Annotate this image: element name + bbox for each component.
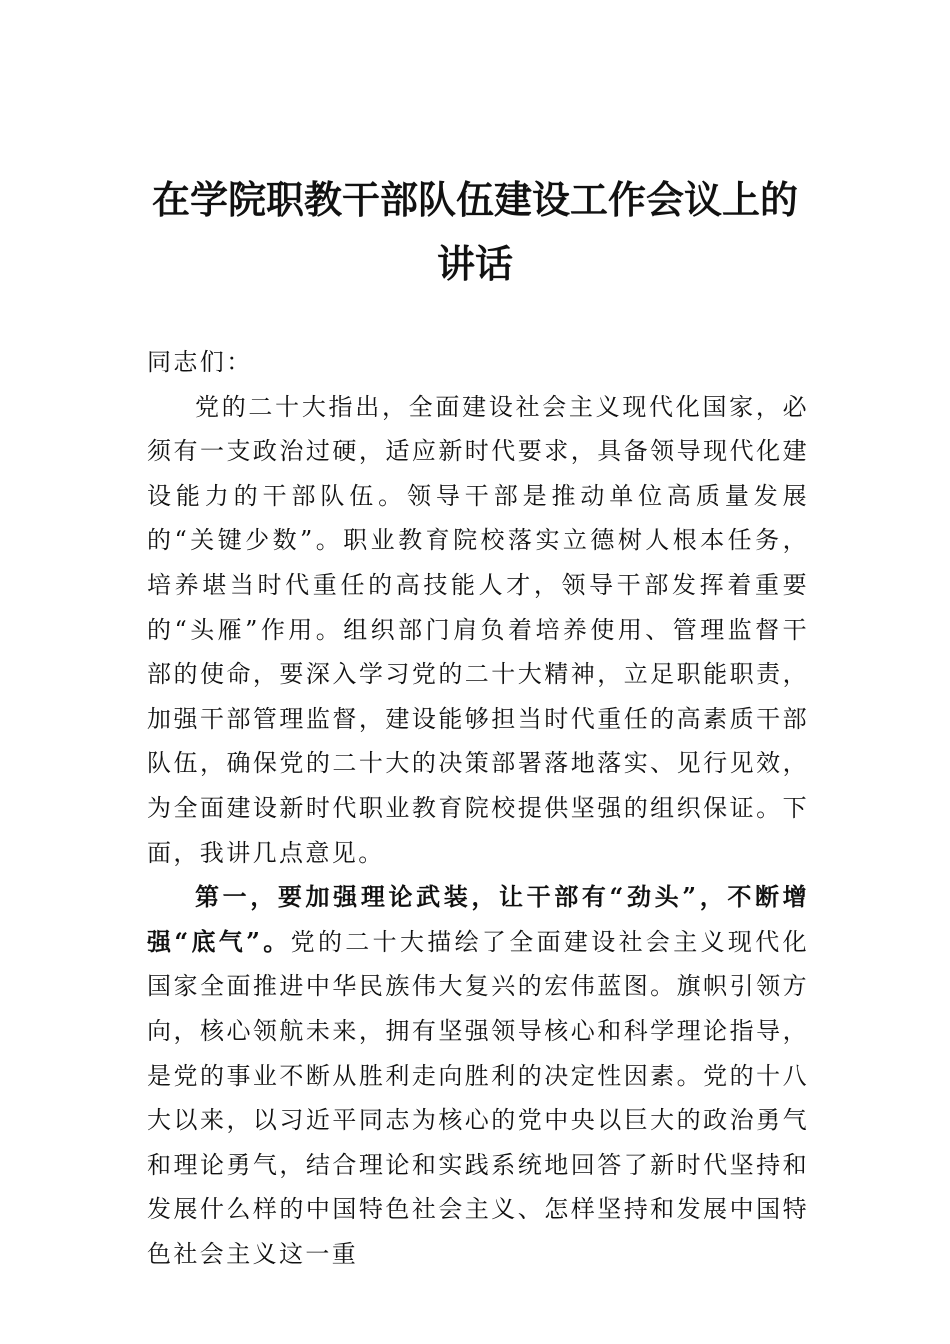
paragraph-text: 党的二十大指出，全面建设社会主义现代化国家，必须有一支政治过硬，适应新时代要求，具备领导现代化建设能力的干部队伍。领导干部是推动单位高质量发展的“关键少数”。职业教育院校落实立德树人根本任务，培养堪当时代重任的高技能人才，领导干部发挥着重要的“头雁”作用。组织部门肩负着培养使用、管理监督干部的使命，要深入学习党的二十大精神，立足职能职责，加强干部管理监督，建设能够担当时代重任的高素质干部队伍，确保党的二十大的决策部署落地落实、见行见效，为全面建设新时代职业教育院校提供坚强的组织保证。下面，我讲几点意见。 (147, 392, 809, 867)
paragraph-text: 党的二十大描绘了全面建设社会主义现代化国家全面推进中华民族伟大复兴的宏伟蓝图。旗帜引领方向，核心领航未来，拥有坚强领导核心和科学理论指导，是党的事业不断从胜利走向胜利的决定性因素。党的十八大以来，以习近平同志为核心的党中央以巨大的政治勇气和理论勇气，结合理论和实践系统地回答了新时代坚持和发展什么样的中国特色社会主义、怎样坚持和发展中国特色社会主义这一重 (147, 927, 809, 1268)
paragraph-intro (147, 385, 809, 876)
paragraph-lead: 第一，要加强理论武装，让干部有“劲头”，不断增强“底气”。 (147, 882, 809, 956)
document-title: 在学院职教干部队伍建设工作会议上的讲话 (151, 177, 798, 286)
salutation: 同志们： (147, 348, 253, 376)
document-body (147, 340, 809, 1276)
paragraph-point-one (147, 875, 809, 1276)
